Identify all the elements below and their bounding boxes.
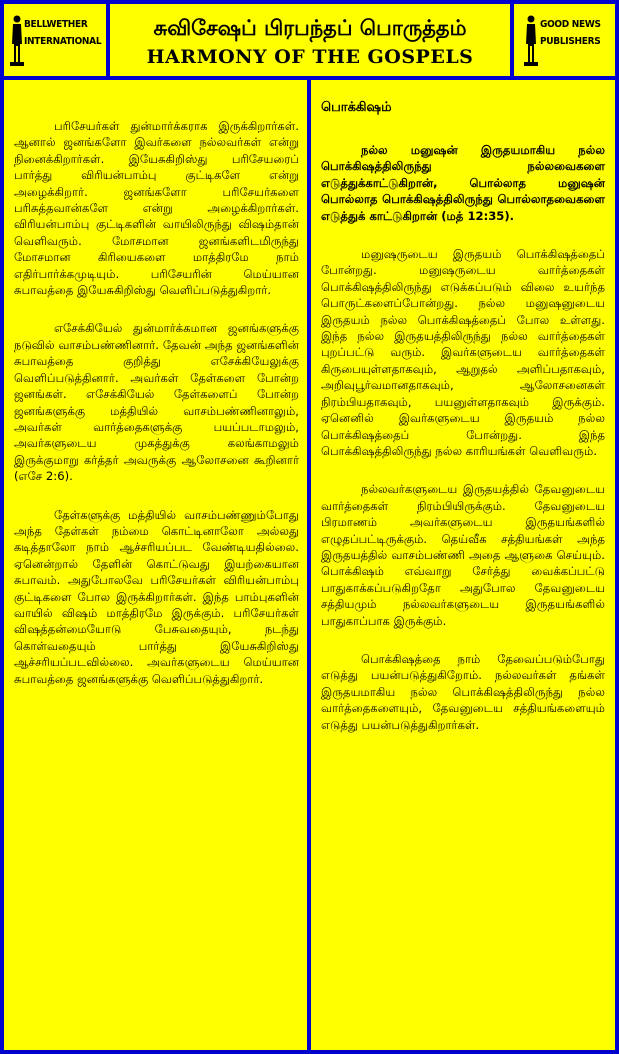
paragraph: பொக்கிஷத்தை நாம் தேவைப்படும்போது எடுத்து பயன்படுத்துகிறோம். நல்லவர்கள் தங்கள் இருதயமாகிய நல்ல பொக்கிஷத்திலிருந்து நல்ல வார்த்தைகளையும், தேவனுடைய சத்தியங்களையும் எடுத்து பயன்படுத்துகிறார்கள். <box>321 651 605 732</box>
paragraph: தேள்களுக்கு மத்தியில் வாசம்பண்ணும்போது அந்த தேள்கள் நம்மை கொட்டினாலோ அல்லது கடித்தாலோ நாம் ஆச்சரியப்பட வேண்டியதில்லை. ஏனென்றால் தேளின் கொட்டுவது இயற்கையான சுபாவம். அதுபோலவே பரிசேயர்கள் விரியன்பாம்பு குட்டிகளை போல இருக்கிறார்கள். இந்த பாம்புகளின் வாயில் விஷம் மாத்திரமே இருக்கும். பரிசேயர்கள் விஷத்தன்மையோடு பேசுவதையும், நடந்து கொள்வதையும் பார்த்து இயேசுகிறிஸ்து ஆச்சரியப்படவில்லை. அவர்களுடைய மெய்யான சுபாவத்தை ஜனங்களுக்கு வெளிப்படுத்துகிறார். <box>14 507 299 686</box>
paragraph: எசேக்கியேல் துன்மார்க்கமான ஜனங்களுக்கு நடுவில் வாசம்பண்ணினார். தேவன் அந்த ஜனங்களின் சுபாவத்தை குறித்து எசேக்கியேலுக்கு வெளிப்படுத்தினார். அவர்கள் தேள்களை போன்ற ஜனங்கள். எசேக்கியேல் தேள்களைப் போன்ற ஜனங்களுக்கு மத்தியில் வாசம்பண்ணினாலும், அவர்கள் வார்த்தைகளுக்கு பயப்படாமலும், அவர்களுடைய முகத்துக்கு கலங்காமலும் இருக்குமாறு கர்த்தர் அவருக்கு ஆலோசனை கூறினார் (எசே 2:6). <box>14 321 299 484</box>
bellwether-logo-text <box>24 16 101 50</box>
good-news-logo-text <box>540 16 601 50</box>
paragraph: பரிசேயர்கள் துன்மார்க்கராக இருக்கிறார்கள். ஆனால் ஜனங்களோ இவர்களை நல்லவர்கள் என்று நினைக்கிறார்கள். இயேசுகிறிஸ்து பரிசேயரைப் பார்த்து விரியன்பாம்பு குட்டிகளே என்று அழைக்கிறார். ஜனங்களோ பரிசேயர்களை பரிசுத்தவான்களே என்று அழைக்கிறார்கள். விரியன்பாம்பு குட்டிகளின் வாயிலிருந்து விஷம்தான் வெளிவரும். மோசமான ஜனங்களிடமிருந்து மோசமான கிரியைகளை மாத்திரமே நாம் எதிர்பார்க்கமுடியும். பரிசேயரின் மெய்யான சுபாவத்தை இயேசுகிறிஸ்து வெளிப்படுத்துகிறார். <box>14 119 299 298</box>
section-title: பொக்கிஷம் <box>321 100 392 115</box>
right-column <box>311 80 615 1050</box>
good-news-logo <box>514 4 615 76</box>
paragraph: மனுஷருடைய இருதயம் பொக்கிஷத்தைப் போன்றது. மனுஷருடைய வார்த்தைகள் பொக்கிஷத்திலிருந்து எடுக்கப்படும் விலை உயர்ந்த பொருட்களைப்போன்றது. நல்ல மனுஷனுடைய இருதயம் நல்ல பொக்கிஷத்தைப் போல உள்ளது. இந்த நல்ல இருதயத்திலிருந்து நல்ல வார்த்தைகள் புறப்பட்டு வரும். இவர்களுடைய வார்த்தைகள் கிருபையுள்ளதாகவும், ஆறுதல் அளிப்பதாகவும், அறிவுபூர்வமானதாகவும், ஆலோசனைகள் நிரம்பியதாகவும், பயனுள்ளதாகவும் இருக்கும். ஏனெனில் இவர்களுடைய இருதயம் நல்ல பொக்கிஷத்தைப் போன்றது. இந்த பொக்கிஷத்திலிருந்து நல்ல காரியங்கள் வெளிவரும். <box>321 247 605 458</box>
paragraph: நல்லவர்களுடைய இருதயத்தில் தேவனுடைய வார்த்தைகள் நிரம்பியிருக்கும். தேவனுடைய பிரமாணம் அவர்களுடைய இருதயங்களில் எழுதப்பட்டிருக்கும். தெய்வீக சத்தியங்கள் அந்த இருதயத்தில் வாசம்பண்ணி அதை ஆளுகை செய்யும். பொக்கிஷம் எவ்வாறு சேர்த்து வைக்கப்பட்டு பாதுகாக்கப்படுகிறதோ அதுபோல தேவனுடைய சத்தியமும் நல்லவர்களுடைய இருதயங்களில் பாதுகாப்பாக இருக்கும். <box>321 482 605 628</box>
logo-line-2: PUBLISHERS <box>540 36 601 47</box>
person-silhouette-icon <box>10 14 24 66</box>
logo-line-2: INTERNATIONAL <box>24 36 102 47</box>
title-english: HARMONY OF THE GOSPELS <box>146 46 474 68</box>
bellwether-logo <box>4 4 106 76</box>
person-silhouette-icon <box>524 14 538 66</box>
logo-line-1: BELLWETHER <box>24 19 88 30</box>
scripture-verse: நல்ல மனுஷன் இருதயமாகிய நல்ல பொக்கிஷத்திலிருந்து நல்லவைகளை எடுத்துக்காட்டுகிறான், பொல்லாத மனுஷன் பொல்லாத பொக்கிஷத்திலிருந்து பொல்லாதவைகளை எடுத்துக் காட்டுகிறான் (மத் 12:35). <box>321 143 605 223</box>
logo-line-1: GOOD NEWS <box>540 19 601 30</box>
page-header <box>110 4 510 76</box>
left-column <box>4 80 307 1050</box>
title-tamil: சுவிசேஷப் பிரபந்தப் பொருத்தம் <box>153 16 467 40</box>
